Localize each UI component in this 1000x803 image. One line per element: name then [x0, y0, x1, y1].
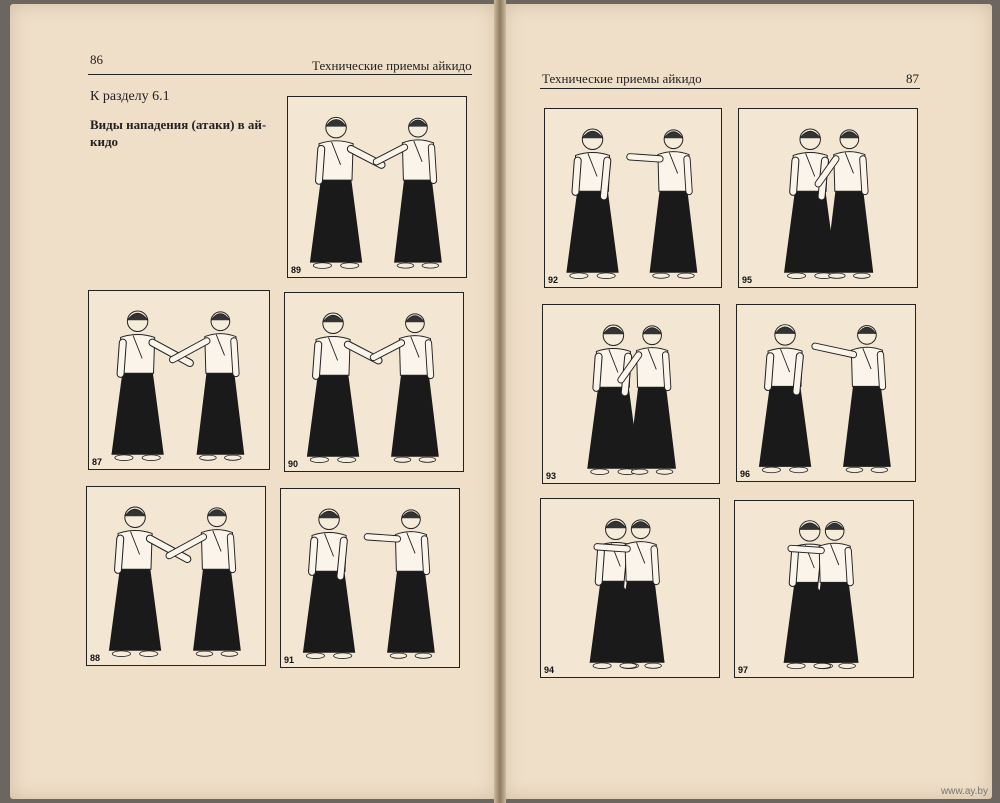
foot-shape	[334, 653, 352, 659]
arm-sleeve	[599, 551, 601, 582]
section-subtitle: Виды нападения (атаки) в ай- кидо	[90, 117, 267, 149]
hakama-shape	[111, 369, 163, 454]
foot-shape	[306, 653, 324, 659]
left-header-rule	[88, 74, 472, 75]
figure-illustration	[87, 487, 265, 665]
arm-sleeve	[312, 541, 314, 572]
foot-shape	[846, 467, 863, 472]
arm-sleeve	[316, 345, 318, 376]
arm-sleeve	[424, 539, 426, 572]
foot-shape	[310, 457, 328, 463]
foot-shape	[593, 663, 611, 669]
figure-87	[88, 290, 270, 470]
foot-shape	[787, 663, 805, 669]
foot-shape	[678, 273, 695, 278]
figure-left-person	[109, 507, 187, 657]
hakama-shape	[825, 187, 873, 272]
figure-left-person	[303, 509, 355, 659]
figure-right-person	[815, 326, 891, 473]
figure-left-person	[759, 325, 811, 473]
arm-sleeve	[431, 147, 433, 180]
right-header-rule	[540, 88, 920, 89]
arm-sleeve	[654, 549, 656, 582]
foot-shape	[200, 455, 217, 460]
foot-shape	[140, 651, 158, 657]
figure-number: 97	[738, 665, 749, 675]
figure-illustration	[739, 109, 917, 287]
foot-shape	[390, 653, 407, 658]
figure-95	[738, 108, 918, 288]
hakama-shape	[387, 567, 435, 652]
figure-left-person	[566, 129, 618, 279]
hakama-shape	[197, 369, 245, 454]
arm-sleeve	[791, 548, 821, 550]
foot-shape	[570, 273, 588, 279]
foot-shape	[871, 467, 888, 472]
arm-sleeve	[169, 537, 203, 556]
foot-shape	[829, 273, 846, 278]
arm-sleeve	[793, 552, 795, 583]
foot-shape	[839, 663, 856, 668]
figure-number: 92	[548, 275, 559, 285]
hakama-shape	[109, 565, 161, 650]
figure-illustration	[89, 291, 269, 469]
figure-right-person	[367, 510, 434, 658]
figure-number: 87	[92, 457, 103, 467]
figure-illustration	[545, 109, 721, 287]
figure-number: 95	[742, 275, 753, 285]
figure-illustration	[737, 305, 915, 481]
arm-sleeve	[666, 355, 668, 388]
left-running-header: Технические приемы айкидо	[312, 58, 472, 73]
foot-shape	[762, 467, 780, 473]
foot-shape	[142, 455, 160, 461]
foot-shape	[787, 273, 805, 279]
arm-sleeve	[121, 343, 123, 374]
foot-shape	[814, 663, 831, 668]
figure-left-person	[111, 311, 189, 461]
figure-right-person	[169, 508, 241, 656]
hakama-shape	[303, 567, 355, 652]
figure-right-person	[373, 314, 438, 462]
figure-97	[734, 500, 914, 678]
foot-shape	[221, 651, 238, 656]
arm-sleeve	[428, 343, 430, 376]
figure-number: 93	[546, 471, 557, 481]
arm-sleeve	[796, 356, 799, 391]
figure-91	[280, 488, 460, 668]
figure-illustration	[735, 501, 913, 677]
hakama-shape	[650, 187, 698, 272]
foot-shape	[631, 469, 648, 474]
figure-number: 90	[288, 459, 299, 469]
figure-number: 88	[90, 653, 101, 663]
foot-shape	[419, 457, 436, 462]
figure-number: 89	[291, 265, 302, 275]
foot-shape	[645, 663, 662, 668]
arm-sleeve	[118, 539, 120, 570]
figure-number: 94	[544, 665, 555, 675]
arm-sleeve	[768, 356, 770, 387]
hakama-shape	[628, 383, 676, 468]
figure-illustration	[541, 499, 719, 677]
figure-illustration	[288, 97, 466, 277]
arm-sleeve	[373, 343, 401, 358]
foot-shape	[341, 263, 359, 269]
foot-shape	[591, 469, 609, 475]
figure-89	[287, 96, 467, 278]
arm-sleeve	[234, 341, 236, 374]
arm-sleeve	[863, 159, 865, 192]
arm-sleeve	[596, 357, 598, 388]
figure-left-person	[307, 313, 379, 463]
foot-shape	[653, 273, 670, 278]
figure-96	[736, 304, 916, 482]
arm-sleeve	[319, 149, 321, 181]
arm-sleeve	[597, 547, 627, 549]
foot-shape	[397, 263, 414, 268]
section-label: К разделу 6.1	[90, 89, 170, 104]
foot-shape	[422, 263, 439, 268]
figure-number: 91	[284, 655, 295, 665]
foot-shape	[196, 651, 213, 656]
arm-sleeve	[848, 551, 850, 583]
arm-sleeve	[340, 541, 343, 577]
figure-illustration	[285, 293, 463, 471]
foot-shape	[620, 663, 637, 668]
watermark-text: www.ay.by	[940, 786, 988, 797]
figure-left-person	[310, 117, 382, 268]
figure-illustration	[281, 489, 459, 667]
right-running-header: Технические приемы айкидо	[542, 71, 702, 86]
foot-shape	[790, 467, 808, 473]
foot-shape	[112, 651, 130, 657]
foot-shape	[854, 273, 871, 278]
figure-right-person	[376, 118, 441, 268]
arm-sleeve	[173, 341, 207, 360]
figure-90	[284, 292, 464, 472]
hakama-shape	[394, 176, 442, 262]
foot-shape	[313, 263, 331, 269]
arm-sleeve	[230, 537, 232, 570]
foot-shape	[338, 457, 356, 463]
arm-sleeve	[687, 159, 689, 192]
foot-shape	[656, 469, 673, 474]
right-page-number: 87	[906, 71, 919, 86]
hakama-shape	[566, 187, 618, 272]
figure-94	[540, 498, 720, 678]
hakama-shape	[391, 371, 439, 456]
figure-right-person	[630, 130, 697, 278]
figure-93	[542, 304, 720, 484]
hakama-shape	[193, 565, 241, 650]
figure-92	[544, 108, 722, 288]
foot-shape	[225, 455, 242, 460]
hakama-shape	[307, 371, 359, 456]
figure-88	[86, 486, 266, 666]
arm-sleeve	[575, 161, 577, 192]
foot-shape	[415, 653, 432, 658]
arm-sleeve	[793, 161, 795, 192]
foot-shape	[115, 455, 133, 461]
hakama-shape	[843, 382, 891, 466]
left-page-number: 86	[90, 52, 103, 67]
arm-sleeve	[604, 161, 607, 197]
figure-number: 96	[740, 469, 751, 479]
book-gutter	[494, 0, 506, 803]
figure-right-person	[173, 312, 245, 460]
arm-sleeve	[367, 537, 397, 539]
arm-sleeve	[376, 147, 404, 162]
arm-sleeve	[880, 355, 882, 387]
figure-illustration	[543, 305, 719, 483]
foot-shape	[597, 273, 615, 279]
hakama-shape	[310, 176, 362, 262]
foot-shape	[394, 457, 411, 462]
arm-sleeve	[630, 157, 660, 159]
hakama-shape	[759, 382, 811, 466]
